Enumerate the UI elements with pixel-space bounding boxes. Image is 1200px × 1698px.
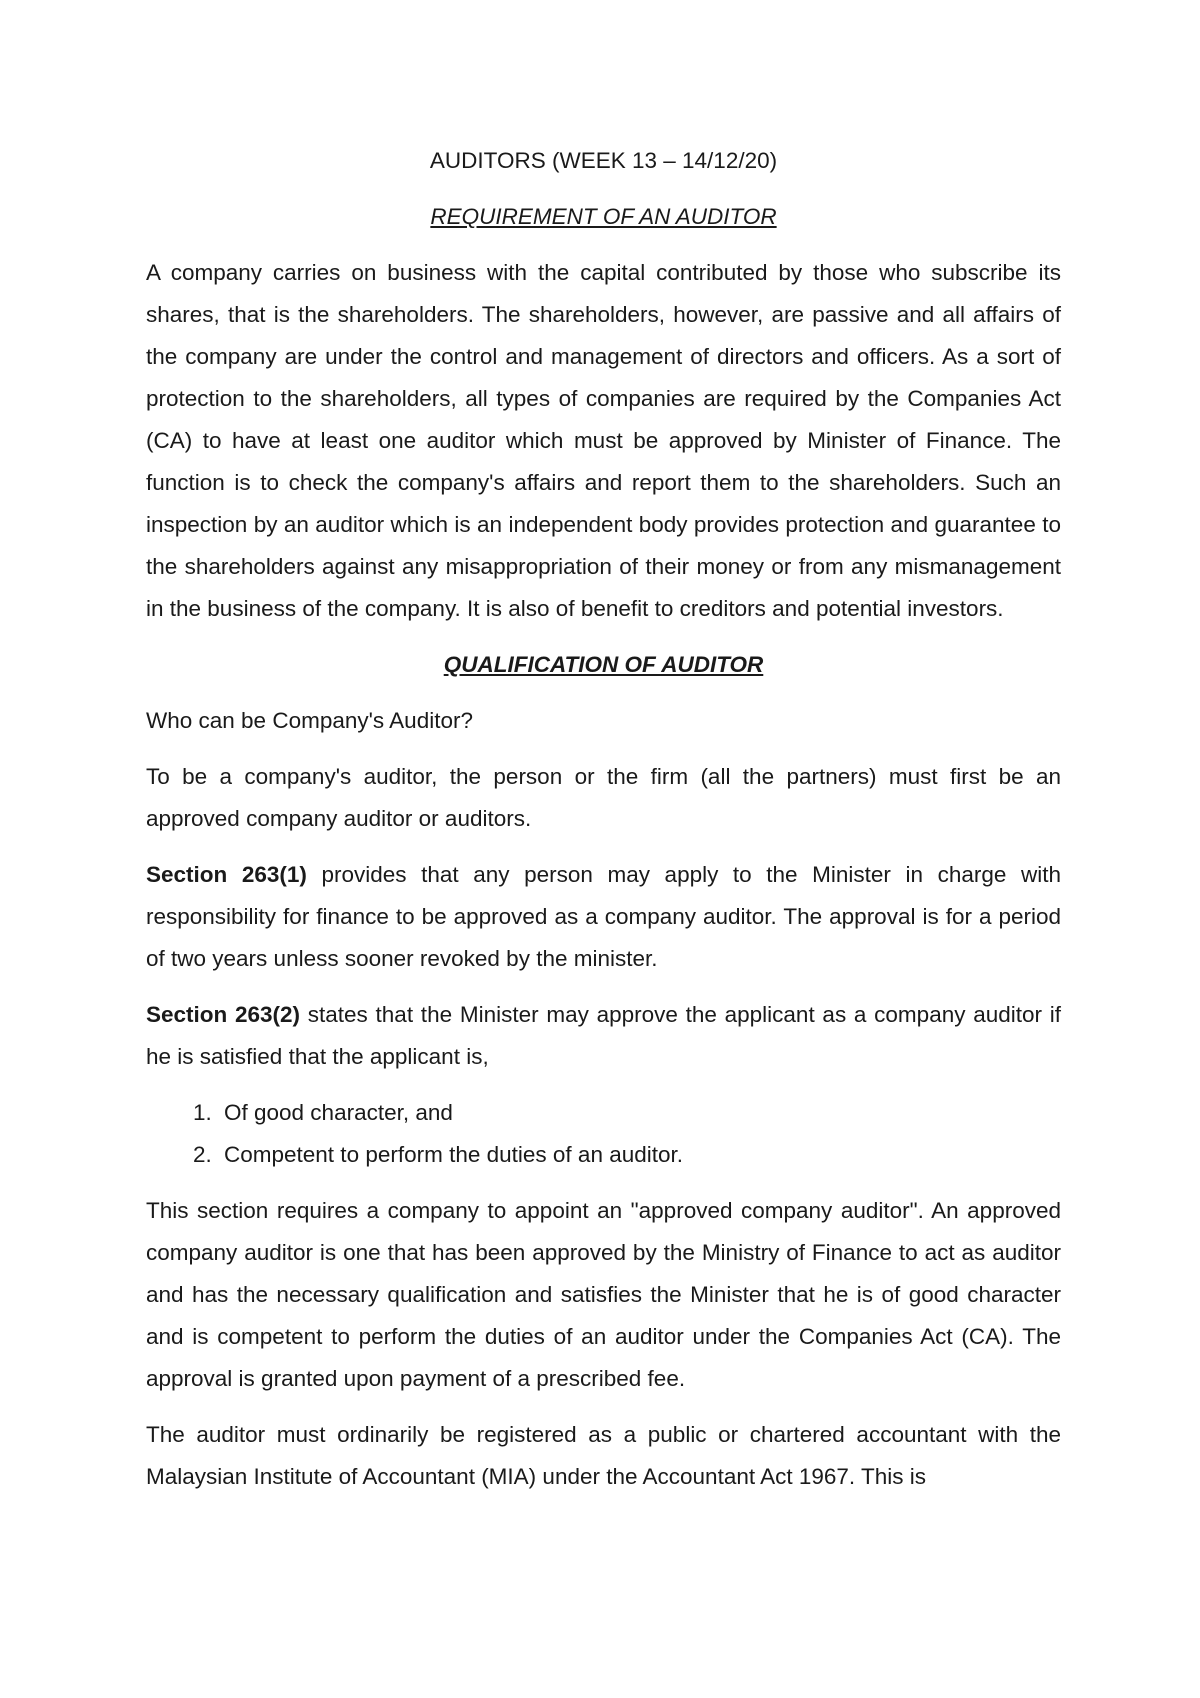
requirements-list (146, 1092, 1061, 1176)
document-page (146, 140, 1061, 1512)
section-263-2-text: states that the Minister may approve the applicant as a company auditor if he is satisfied that the applicant is, (146, 1002, 1061, 1069)
list-item: 1. Of good character, and (218, 1092, 1061, 1134)
paragraph-section-263-1 (146, 854, 1061, 980)
heading-qualification: QUALIFICATION OF AUDITOR (443, 652, 764, 677)
document-title: AUDITORS (WEEK 13 – 14/12/20) (429, 148, 778, 173)
paragraph-section-requires: This section requires a company to appoint an "approved company auditor". An approved company auditor is one that has been approved by the Ministry of Finance to act as auditor and has the necessary qualification and satisfies the Minister that he is of good character and is competent to perform the duties of an auditor under the Companies Act (CA). The approval is granted upon payment of a prescribed fee. (146, 1198, 1061, 1391)
section-263-2-label: Section 263(2) (146, 1002, 301, 1027)
paragraph-registration: The auditor must ordinarily be registered as a public or chartered accountant with the Malaysian Institute of Accountant (MIA) under the Accountant Act 1967. This is (146, 1422, 1061, 1489)
paragraph-approved-auditor: To be a company's auditor, the person or the firm (all the partners) must first be an approved company auditor or auditors. (146, 764, 1061, 831)
list-item: 2. Competent to perform the duties of an auditor. (218, 1134, 1061, 1176)
section-263-1-text: provides that any person may apply to the Minister in charge with responsibility for finance to be approved as a company auditor. The approval is for a period of two years unless sooner revoked by the minister. (146, 862, 1061, 971)
heading-requirement: REQUIREMENT OF AN AUDITOR (430, 204, 777, 229)
section-263-1-label: Section 263(1) (146, 862, 307, 887)
question-text: Who can be Company's Auditor? (146, 708, 473, 733)
paragraph-section-263-2 (146, 994, 1061, 1078)
paragraph-requirement: A company carries on business with the capital contributed by those who subscribe its shares, that is the shareholders. The shareholders, however, are passive and all affairs of the company are under the control and management of directors and officers. As a sort of protection to the shareholders, all types of companies are required by the Companies Act (CA) to have at least one auditor which must be approved by Minister of Finance. The function is to check the company's affairs and report them to the shareholders. Such an inspection by an auditor which is an independent body provides protection and guarantee to the shareholders against any misappropriation of their money or from any mismanagement in the business of the company. It is also of benefit to creditors and potential investors. (146, 260, 1061, 621)
